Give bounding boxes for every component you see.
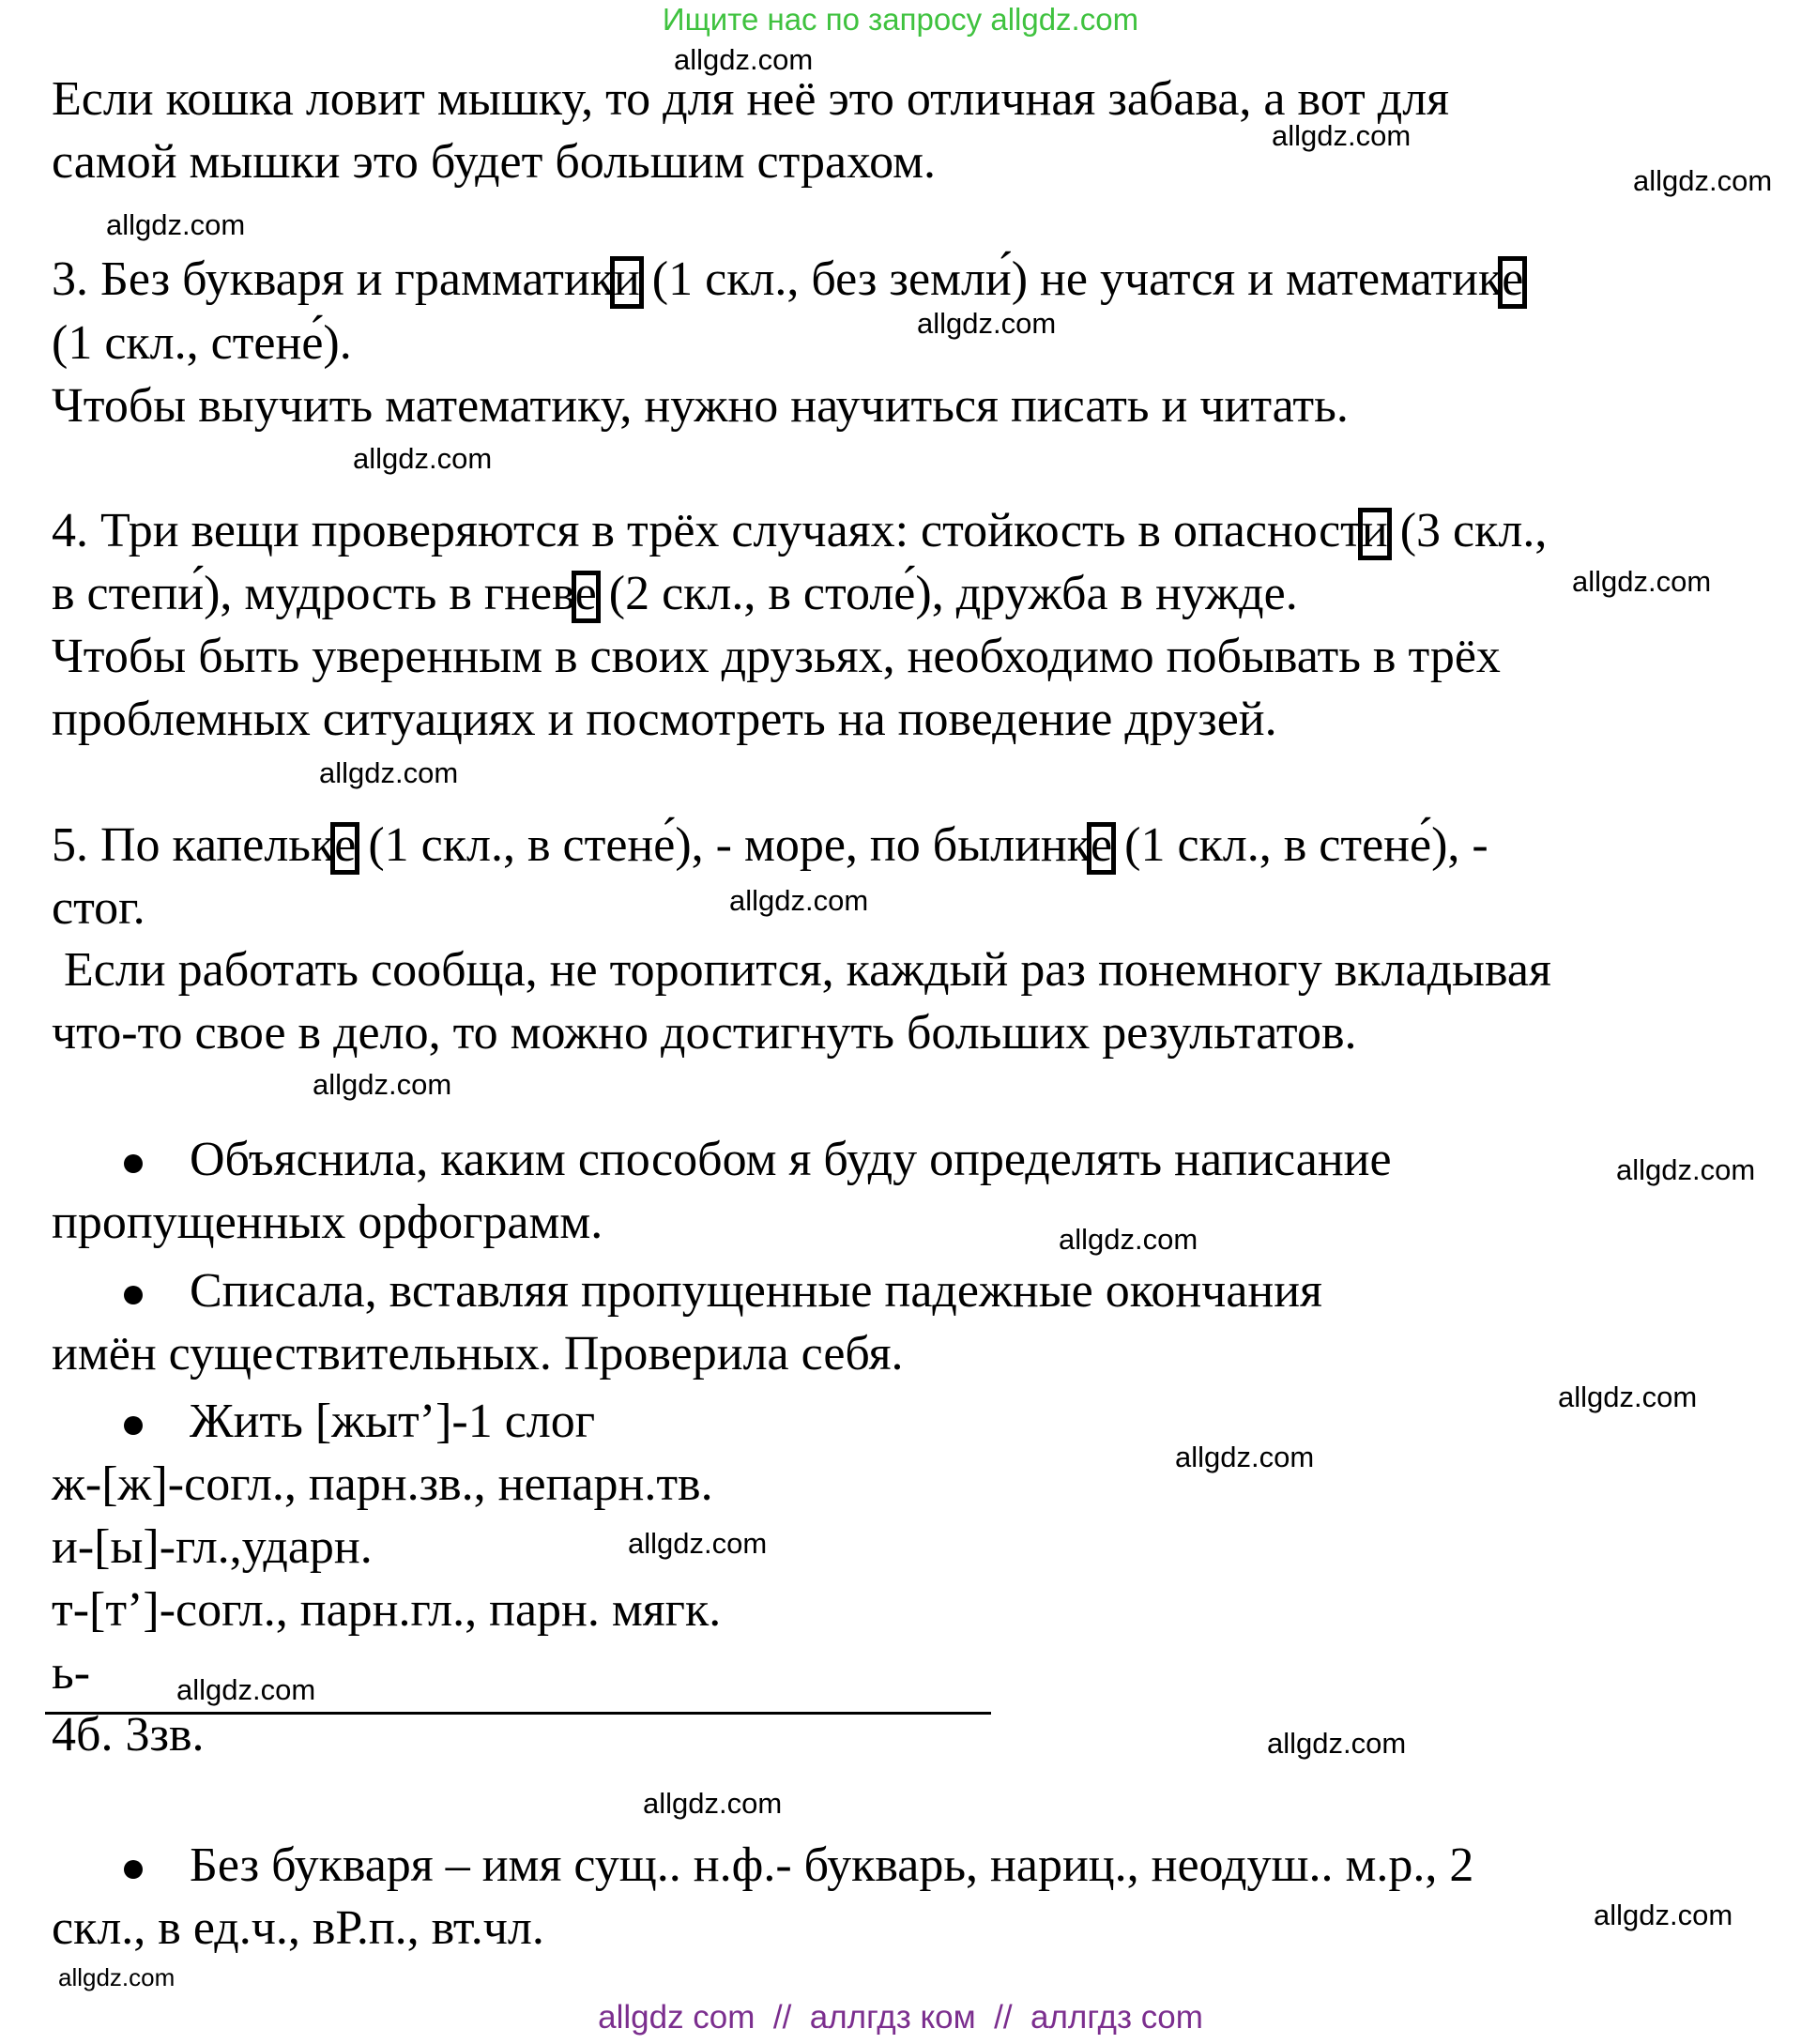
watermark: allgdz.com bbox=[1272, 119, 1412, 152]
watermark: allgdz.com bbox=[1059, 1223, 1198, 1256]
phonetic-line-5: 4б. 3зв. bbox=[52, 1708, 205, 1762]
ending-box: е bbox=[1502, 249, 1523, 311]
ending-box: е bbox=[334, 815, 356, 877]
watermark: allgdz.com bbox=[1267, 1727, 1407, 1760]
s3-text-b: (1 скл., без земли́) не учатся и математик bbox=[639, 252, 1503, 306]
watermark: allgdz.com bbox=[643, 1787, 783, 1820]
s3-line3: Чтобы выучить математику, нужно научиться писать и читать. bbox=[52, 379, 1349, 433]
s5-line3: Если работать сообща, не торопится, каждый раз понемногу вкладывая bbox=[52, 943, 1551, 997]
phonetic-line-3: т-[т’]-согл., парн.гл., парн. мягк. bbox=[52, 1583, 722, 1637]
morph-text: Без букваря – имя сущ.. н.ф.- букварь, нариц., неодуш.. м.р., 2 bbox=[190, 1838, 1474, 1892]
s3-line2: (1 скл., стене́). bbox=[52, 316, 352, 370]
bullet-item-1 bbox=[124, 1129, 1392, 1191]
morph-item bbox=[124, 1835, 1473, 1897]
watermark: allgdz.com bbox=[674, 43, 814, 76]
phonetic-line-4: ь- bbox=[52, 1646, 91, 1700]
watermark: allgdz.com bbox=[1572, 565, 1712, 598]
bullet-item-3 bbox=[124, 1391, 595, 1453]
top-banner[interactable]: Ищите нас по запросу allgdz.com bbox=[662, 2, 1139, 37]
watermark: allgdz.com bbox=[1616, 1153, 1756, 1186]
bullet-icon bbox=[124, 1286, 143, 1304]
ending-box: е bbox=[575, 563, 597, 625]
s4-text-c: в степи́), мудрость в гнев bbox=[52, 567, 575, 620]
s4-text-a: 4. Три вещи проверяются в трёх случаях: стойкость в опасност bbox=[52, 504, 1362, 557]
watermark: allgdz.com bbox=[1633, 164, 1773, 197]
bullet-icon bbox=[124, 1154, 143, 1173]
s4-line3: Чтобы быть уверенным в своих друзьях, необходимо побывать в трёх bbox=[52, 630, 1501, 683]
bullet-icon bbox=[124, 1416, 143, 1435]
bullet-text: Объяснила, каким способом я буду определять написание bbox=[190, 1133, 1392, 1186]
watermark: allgdz.com bbox=[176, 1673, 316, 1706]
bullet-text: Списала, вставляя пропущенные падежные окончания bbox=[190, 1264, 1322, 1318]
watermark: allgdz.com bbox=[729, 884, 869, 917]
footer-links[interactable]: allgdz com // аллгдз ком // аллгдз com bbox=[598, 1999, 1203, 2036]
phonetic-line-2: и-[ы]-гл.,ударн. bbox=[52, 1520, 373, 1574]
morph-line-2: скл., в ед.ч., вР.п., вт.чл. bbox=[52, 1901, 544, 1955]
s4-text-d: (2 скл., в столе́), дружба в нужде. bbox=[596, 567, 1298, 620]
p1-line2: самой мышки это будет большим страхом. bbox=[52, 135, 936, 189]
ending-box: и bbox=[1362, 500, 1388, 562]
bullet-item-2 bbox=[124, 1260, 1322, 1322]
s5-text-c: (1 скл., в стене́), - bbox=[1112, 818, 1488, 872]
s4-text-b: (3 скл., bbox=[1387, 504, 1548, 557]
s5-text-b: (1 скл., в стене́), - море, по былинк bbox=[356, 818, 1091, 872]
ending-box: и bbox=[614, 249, 640, 311]
s5-line4: что-то свое в дело, то можно достигнуть больших результатов. bbox=[52, 1006, 1357, 1060]
bullet-icon bbox=[124, 1860, 143, 1879]
s3-line1 bbox=[52, 249, 1523, 311]
watermark: allgdz.com bbox=[58, 1963, 176, 1991]
watermark: allgdz.com bbox=[1594, 1899, 1733, 1931]
s4-line4: проблемных ситуациях и посмотреть на поведение друзей. bbox=[52, 693, 1277, 746]
s3-text-a: 3. Без букваря и грамматик bbox=[52, 252, 614, 306]
s5-text-a: 5. По капельк bbox=[52, 818, 335, 872]
watermark: allgdz.com bbox=[353, 442, 493, 475]
bullet-item-1-cont: пропущенных орфограмм. bbox=[52, 1196, 603, 1249]
bullet-item-2-cont: имён существительных. Проверила себя. bbox=[52, 1327, 904, 1380]
ending-box: е bbox=[1091, 815, 1112, 877]
p1-line1: Если кошка ловит мышку, то для неё это отличная забава, а вот для bbox=[52, 72, 1450, 126]
s5-line1 bbox=[52, 815, 1488, 877]
watermark: allgdz.com bbox=[1175, 1441, 1315, 1473]
watermark: allgdz.com bbox=[106, 208, 246, 241]
bullet-text: Жить [жыт’]-1 слог bbox=[190, 1395, 596, 1448]
watermark: allgdz.com bbox=[1558, 1380, 1698, 1413]
watermark: allgdz.com bbox=[917, 307, 1057, 340]
watermark: allgdz.com bbox=[628, 1527, 768, 1560]
watermark: allgdz.com bbox=[319, 756, 459, 789]
s4-line2 bbox=[52, 563, 1298, 625]
watermark: allgdz.com bbox=[313, 1068, 452, 1101]
s4-line1 bbox=[52, 500, 1547, 562]
s5-line2: стог. bbox=[52, 881, 145, 935]
phonetic-line-1: ж-[ж]-согл., парн.зв., непарн.тв. bbox=[52, 1457, 713, 1511]
